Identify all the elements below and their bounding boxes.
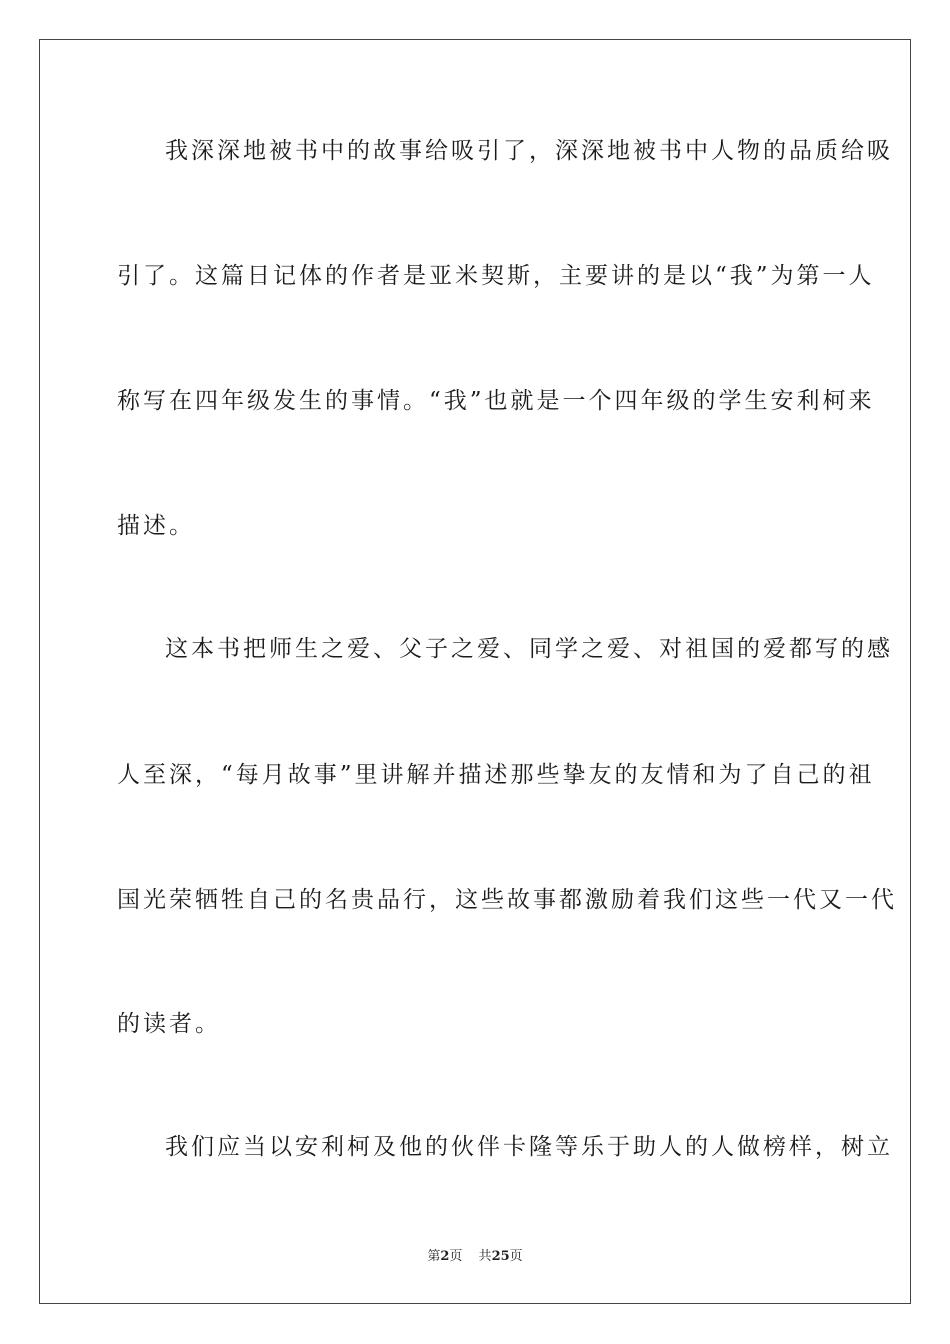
paragraph-2-line-3: 国光荣牺牲自己的名贵品行，这些故事都激励着我们这些一代又一代 (117, 887, 897, 913)
page-number: 第2页 (427, 1249, 463, 1264)
paragraph-2-line-1: 这本书把师生之爱、父子之爱、同学之爱、对祖国的爱都写的感 (165, 636, 893, 662)
page-total: 共25页 (478, 1249, 523, 1264)
paragraph-1-line-2: 引了。这篇日记体的作者是亚米契斯，主要讲的是以“我”为第一人 (117, 263, 875, 289)
paragraph-2-line-4: 的读者。 (117, 1011, 221, 1037)
page-border (39, 39, 911, 1304)
paragraph-2-line-2: 人至深，“每月故事”里讲解并描述那些挚友的友情和为了自己的祖 (117, 762, 875, 788)
page-footer (0, 1248, 950, 1266)
paragraph-1-line-4: 描述。 (117, 513, 195, 539)
paragraph-3-line-1: 我们应当以安利柯及他的伙伴卡隆等乐于助人的人做榜样，树立 (165, 1134, 893, 1160)
paragraph-1-line-3: 称写在四年级发生的事情。“我”也就是一个四年级的学生安利柯来 (117, 388, 875, 414)
paragraph-1-line-1: 我深深地被书中的故事给吸引了，深深地被书中人物的品质给吸 (165, 138, 893, 164)
